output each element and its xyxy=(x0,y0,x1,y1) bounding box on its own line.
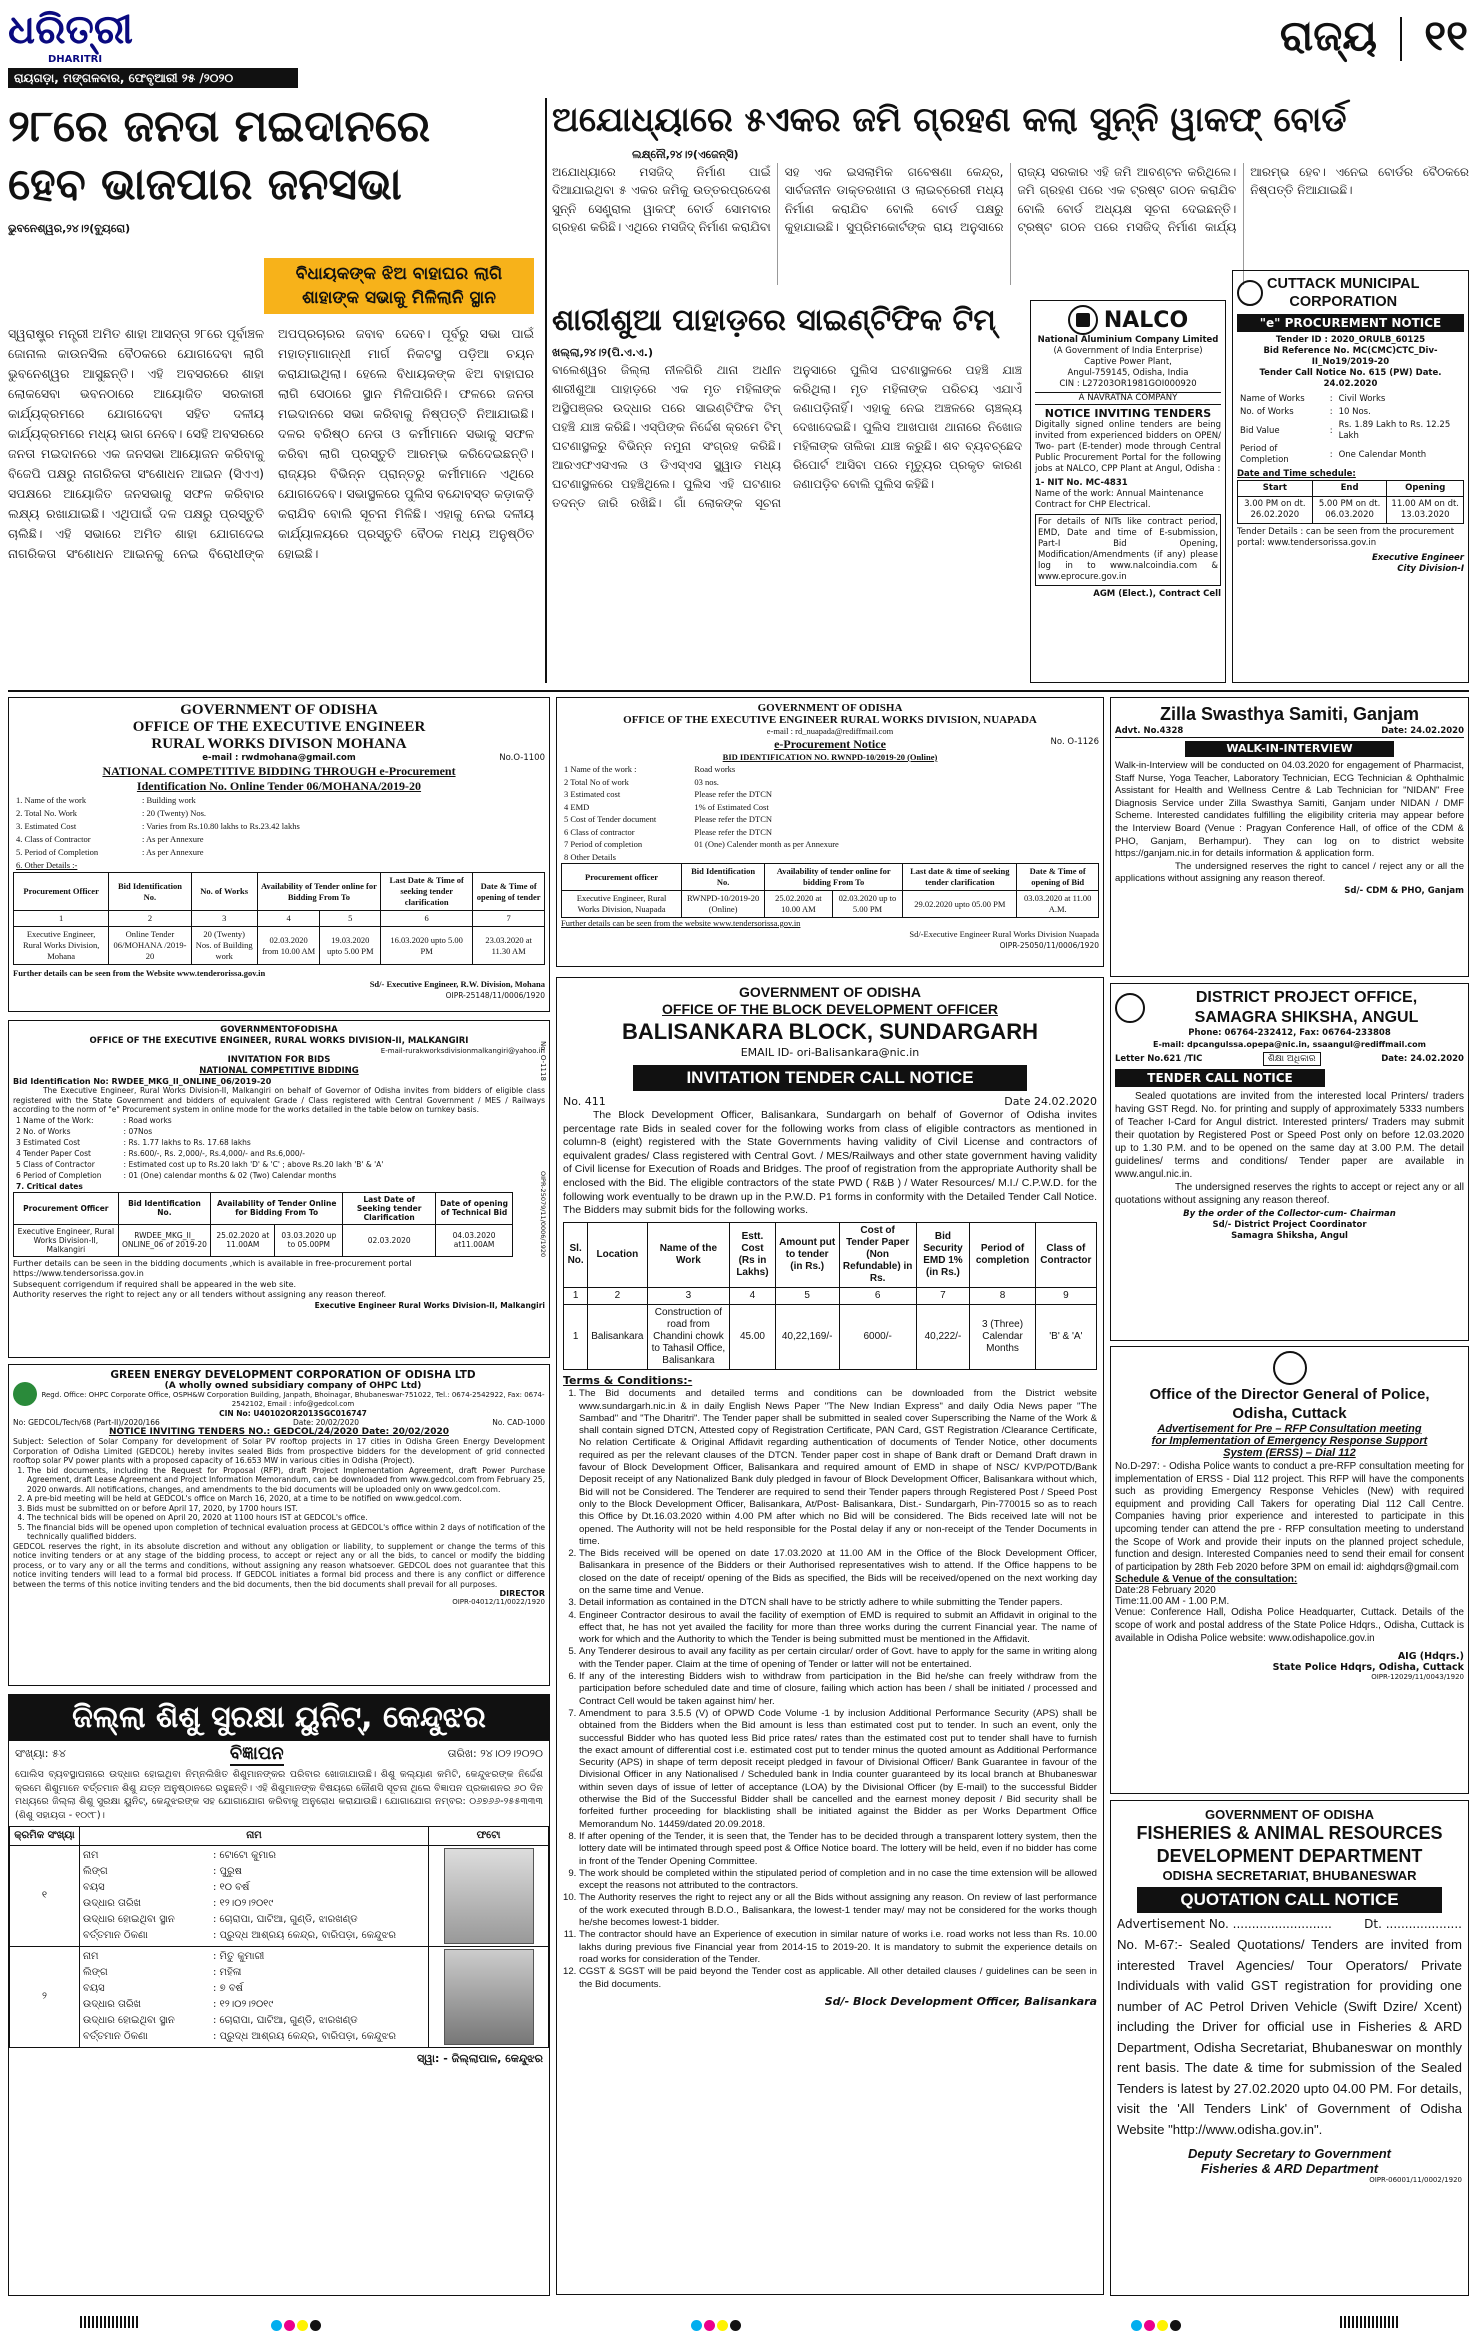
bullet: Subsequent corrigendum if required shall be appeared in the web site. xyxy=(13,1279,297,1289)
ad-email: EMAIL ID- ori-Balisankara@nic.in xyxy=(740,1046,920,1059)
newspaper-logo xyxy=(8,6,158,68)
ad-sched-date: Date:28 February 2020 xyxy=(1115,1585,1216,1597)
ad-date: ତାରିଖ: ୨୪।୦୨।୨୦୨୦ xyxy=(447,1747,543,1761)
ad-addr: Regd. Office: OHPC Corporate Office, OSPH&W Corporation Building, Janpath, Bhoinagar, Bhubaneswar-751022, Tel.: 0674-2542922, Fax: 0674-2542102, Email : info@gedcol.com xyxy=(41,1391,545,1408)
ad-sign: Sd/- District Project Coordinator xyxy=(1212,1220,1367,1230)
ad-body: ପୋଲିସ ବ୍ୟବସ୍ଥାପନାରେ ଉଦ୍ଧାର ହୋଇଥିବା ନିମ୍ନଲିଖିତ ଶିଶୁମାନଙ୍କର ପରିବାର ଖୋଜାଯାଉଛି। ଶିଶୁ କଲ୍ୟାଣ କମିଟି, କେନ୍ଦୁଝରଙ୍କ ନିର୍ଦ୍ଦେଶ କ୍ରମେ ଶିଶୁମାନେ ବର୍ତ୍ତମାନ ଶିଶୁ ଯତ୍ନ ଅନୁଷ୍ଠାନରେ ରହୁଛନ୍ତି। ଏହି ଶିଶୁମାନଙ୍କ ବିଷୟରେ କୌଣସି ସୂଚନା ଥିଲେ ବିଜ୍ଞାପନ ପ୍ରକାଶନର ୬୦ ଦିନ ମଧ୍ୟରେ ଜିଲ୍ଲା ଶିଶୁ ସୁରକ୍ଷା ୟୁନିଟ୍, କେନ୍ଦୁଝରଙ୍କ ସହ ଯୋଗାଯୋଗ କରିବାକୁ ଅନୁରୋଧ କରାଯାଉଛି। ଯୋଗାଯୋଗ ନମ୍ବର: ୦୬୭୬୬-୨୫୫୩୩୩ (ଶିଶୁ ସହାୟତା - ୧୦୯୮)। xyxy=(15,1769,543,1821)
item: 5. The financial bids will be opened upon completion of technical evaluation process at GEDCOL's office within 2 days of notification of the technically qualified bidders. xyxy=(27,1523,545,1542)
story-dateline: ଖଲ୍ଲା,୨୪।୨(ପି.ଏ.ଏ.) xyxy=(552,346,653,359)
ad-title-2: SAMAGRA SHIKSHA, ANGUL xyxy=(1194,1009,1419,1026)
term: 11. The contractor should have an Experience of execution in similar nature of works i.e. road works not less than Rs. 10.00 lakhs during previous five Financial year from 2014-15 to 2019-20. It is mandatory to submit the experience details on road works for consideration of the Tender. xyxy=(579,1929,1097,1966)
ad-title-2: DEVELOPMENT DEPARTMENT xyxy=(1156,1846,1423,1866)
dpo-angul-ad xyxy=(1110,983,1469,1341)
ad-items: 1 Name of the Work: : Road works 2 No. of Works : 07Nos 3 Estimated Cost : Rs. 1.77 lakhs to Rs. 17.68 lakhs 4 Tender Paper Cost : Rs.600/-, Rs. 2,000/-, Rs.4,000/- and Rs.6,000/- 5 Class of Contractor : Estimated cost up to Rs.20 lakh 'D' & 'C' ; above Rs.20 lakh 'B' & 'A' 6 Period of Completion : 01 (One) calendar months & 02 (Two) Calendar months 7. Critical dates xyxy=(16,1115,384,1191)
ad-line-2: OFFICE OF THE EXECUTIVE ENGINEER, RURAL WORKS DIVISION-II, MALKANGIRI xyxy=(89,1036,469,1046)
ad-body: The Executive Engineer, Rural Works Division-II, Malkangiri on behalf of Governor of Odisha invites from bidders of eligible class registered with the State Government and bidders of equivalent Grade / Class registered with Central Government / MES / Railways according to the norm of "e" Procurement system in online mode for the works detailed in the table below on turnkey basis. xyxy=(13,1086,545,1114)
nalco-logo-icon xyxy=(1068,305,1098,335)
ad-title: Zilla Swasthya Samiti, Ganjam xyxy=(1159,704,1420,724)
nalco-nit: 1- NIT No. MC-4831 xyxy=(1035,478,1128,488)
story-body: ବାଲେଶ୍ୱର ଜିଲ୍ଲା ନୀଳଗିରି ଥାନା ଅଧୀନ ଶାରୀଶୁଆ ପାହାଡ଼ରେ ଏକ ମୃତ ମହିଳାଙ୍କ ଅସ୍ଥିପଞ୍ଜର ଉଦ୍ଧାର ପରେ ସାଇଣ୍ଟିଫିକ ଟିମ୍ ପହଞ୍ଚି ଯାଞ୍ଚ କରିଛି। ଏସ୍‌ପିଙ୍କ ନିର୍ଦ୍ଦେଶ କ୍ରମେ ଟିମ୍ ଘଟଣାସ୍ଥଳରୁ ବିଭିନ୍ନ ନମୁନା ସଂଗ୍ରହ କରିଛି। ଆରଏଫଏସଏଲ ଓ ଡିଏସ୍‌ଏସ ସ୍କ୍ୱାଡ ମଧ୍ୟ ଘଟଣାସ୍ଥଳରେ ପହଞ୍ଚିଥିଲେ। ପୁଲିସ ଏହି ଘଟଣାର ତଦନ୍ତ ଜାରି ରଖିଛି। ଗାଁ ଲୋକଙ୍କ ସୂଚନା ଅନୁସାରେ ପୁଲିସ ଘଟଣାସ୍ଥଳରେ ପହଞ୍ଚି ଯାଞ୍ଚ କରିଥିଲା। ମୃତ ମହିଳାଙ୍କ ପରିଚୟ ଏଯାଏଁ ଜଣାପଡ଼ିନାହିଁ। ଏହାକୁ ନେଇ ଅଞ୍ଚଳରେ ଚାଞ୍ଚଲ୍ୟ ଦେଖାଦେଇଛି। ପୁଲିସ ଆଖପାଖ ଥାନାରେ ନିଖୋଜ ମହିଳାଙ୍କ ତାଲିକା ଯାଞ୍ଚ କରୁଛି। ଶବ ବ୍ୟବଚ୍ଛେଦ ରିପୋର୍ଟ ଆସିବା ପରେ ମୃତ୍ୟୁର ପ୍ରକୃତ କାରଣ ଜଣାପଡ଼ିବ ବୋଲି ପୁଲିସ କହିଛି। xyxy=(552,362,1022,510)
odisha-emblem-icon xyxy=(1115,993,1145,1023)
ad-title: Office of the Director General of Police, xyxy=(1149,1386,1430,1403)
ad-line-2: OFFICE OF THE BLOCK DEVELOPMENT OFFICER xyxy=(662,1001,998,1017)
ad-terms xyxy=(563,1388,1097,1991)
ad-bar: TENDER CALL NOTICE xyxy=(1115,1069,1325,1087)
term: 10. The Authority reserves the right to reject any or all the Bids without assigning any reason. On review of last performance of the work executed through B.D.O., Balisankara, the lowest-1 tender may/ may not be considered for the works though he/she becomes lowest-1 bidder. xyxy=(579,1892,1097,1929)
story-bjp-rally xyxy=(8,98,538,683)
term: 3. Detail information as contained in the DTCN shall have to be strictly adhere to while submitting the Tender papers. xyxy=(579,1597,1097,1609)
ad-bar: QUOTATION CALL NOTICE xyxy=(1137,1887,1442,1913)
ad-letter: Letter No.621 /TIC xyxy=(1115,1053,1203,1064)
item: 1. The bid documents, including the Request for Proposal (RFP), draft Project Implementation Agreement, draft Power Purchase Agreement, draft Lease Agreement and Project Information Memorandum, can be downloaded from www.gedcol.com from February 25, 2020 onwards. All notifications, changes, and amendments to the bid documents will be uploaded only on www.gedcol.com. xyxy=(27,1466,545,1495)
cmc-emblem-icon xyxy=(1237,280,1263,306)
ad-title: FISHERIES & ANIMAL RESOURCES xyxy=(1136,1823,1443,1843)
ad-sign: Deputy Secretary to Government xyxy=(1187,2146,1391,2161)
ad-body: : - Odisha Police wants to conduct a pre-RFP consultation meeting for implementation of ERSS - Dial 112 project. This RFP will have the components such as providing Emergency Response Vehicles (New) with required equipment and providing Call Takers for operating Dial 112 Call Centre. Companies having prior experience and interested to participate in this upcoming tender can attend the pre - RFP consultation meeting to understand the Scope of Work and provide their inputs on the planned project schedule, function and design. Interested Companies need to send their email for consent of participation by 28th Feb 2020 before 3PM on email id: aighdqrs@gmail.com xyxy=(1115,1461,1464,1573)
ad-notice: NOTICE INVITING TENDERS NO.: GEDCOL/24/2020 Date: 20/02/2020 xyxy=(108,1427,450,1437)
nalco-addr: Captive Power Plant, xyxy=(1084,357,1172,367)
ad-adv-2: for Implementation of Emergency Response Support xyxy=(1151,1435,1428,1447)
ad-bar: INVITATION TENDER CALL NOTICE xyxy=(633,1065,1027,1091)
ad-line-2: OFFICE OF THE EXECUTIVE ENGINEER RURAL WORKS DIVISION, NUAPADA xyxy=(623,714,1037,726)
dateline-bar: ରାୟଗଡ଼ା, ମଙ୍ଗଳବାର, ଫେବୃଆରୀ ୨୫ /୨୦୨୦ xyxy=(8,68,298,88)
ad-sign: Sd/-Executive Engineer Rural Works Division Nuapada xyxy=(909,929,1099,939)
ad-date: Date: 20/02/2020 xyxy=(292,1418,360,1427)
ad-body: Subject: Selection of Solar Company for development of Solar PV rooftop projects in 17 cities in Odisha Green Energy Development Corporation of Odisha Limited (GEDCOL) hereby invites sealed Bids from prospective bidders for the development of grid connected rooftop solar PV power plants with a proposed capacity of 16.653 MW in various cities in Odisha (Project). xyxy=(13,1437,545,1465)
ad-ref: No.O-1100 xyxy=(499,753,545,763)
ad-line-1: GOVERNMENT OF ODISHA xyxy=(757,702,903,714)
ad-adv-3: System (ERSS) – Dial 112 xyxy=(1223,1447,1356,1459)
child-protection-ad xyxy=(8,1694,550,2296)
ad-ident: Identification No. Online Tender 06/MOHANA/2019-20 xyxy=(136,779,422,793)
ad-ref: No. O-1126 xyxy=(1050,737,1099,747)
ad-date: Date 24.02.2020 xyxy=(1004,1094,1097,1108)
ad-line-1: GOVERNMENTOFODISHA xyxy=(220,1025,338,1035)
ad-code: OIPR-25050/11/0006/1920 xyxy=(999,941,1099,950)
dgp-odisha-ad xyxy=(1110,1346,1469,1794)
ad-sched-title: Schedule & Venue of the consultation: xyxy=(1115,1574,1298,1586)
child-entry: ୧ ନାମ : ଟୋଟୋ କୁମାର ଲିଙ୍ଗ : ପୁରୁଷ ବୟସ : ୧୦ ବର୍ଷ ଉଦ୍ଧାର ତାରିଖ : ୧୨।୦୨।୨୦୧୯ ଉଦ୍ଧାର ହୋଇଥିବା ସ୍ଥାନ : ଚୋରାପା, ଘାଟିଆ, ଗୁଣ୍ଡି, ଝାରଖଣ୍ଡ ବର୍ତ୍ତମାନ ଠିକଣା : ପ୍ରୁଦ୍ଧ ଆଶ୍ରୟ କେନ୍ଦ୍ର, ବାରିପଡ଼ା, କେନ୍ଦୁଝର xyxy=(10,1846,549,1947)
ad-close: GEDCOL reserves the right, in its absolute discretion and without any obligation or liability, to supplement or change the terms of this notice inviting tenders or at any stage of the bidding process, to accept or reject any or all the bids, to cancel or modify the bidding process, or to vary any or all the terms and conditions, without assigning any reason whatsoever. GEDCOL does not guarantee that this notice inviting tenders will lead to a formal bid process. If GEDCOL initiates a formal bid process and there is any conflict or difference between the terms of this notice inviting tenders and the bid documents, then the bid documents shall prevail for all purposes. xyxy=(13,1541,545,1589)
ad-adv-no: Advertisement No. .......................... xyxy=(1117,1917,1332,1931)
ad-line-1: GOVERNMENT OF ODISHA xyxy=(180,702,378,718)
ad-title: INVITATION FOR BIDS xyxy=(227,1055,331,1065)
nalco-title: NOTICE INVITING TENDERS xyxy=(1044,407,1212,420)
ad-sign: Sd/- Executive Engineer, R.W. Division, Mohana xyxy=(369,979,545,989)
zss-ganjam-ad xyxy=(1110,697,1469,977)
ad-line-2: OFFICE OF THE EXECUTIVE ENGINEER xyxy=(132,719,426,735)
ad-title: NATIONAL COMPETITIVE BIDDING THROUGH e-Procurement xyxy=(102,764,456,778)
ad-title-2: Odisha, Cuttack xyxy=(1232,1405,1347,1422)
ad-cad: No. CAD-1000 xyxy=(492,1418,545,1427)
nalco-org-2: (A Government of India Enterprise) xyxy=(1053,346,1203,356)
ad-items: 1. Name of the work : Building work 2. Total No. Work : 20 (Twenty) Nos. 3. Estimated Cost : Varies from Rs.10.80 lakhs to Rs.23.42 lakhs 4. Class of Contractor : As per Annexure 5. Period of Completion : As per Annexure 6. Other Details :- xyxy=(16,795,300,870)
highlight-box xyxy=(264,258,534,314)
story-headline-2: ହେବ ଭାଜପାର ଜନସଭା xyxy=(8,159,402,210)
ad-adv: Advertisement for Pre – RFP Consultation meeting xyxy=(1157,1423,1422,1435)
ad-date: Date: 24.02.2020 xyxy=(1381,1053,1464,1064)
ad-title: GREEN ENERGY DEVELOPMENT CORPORATION OF ODISHA LTD xyxy=(110,1369,476,1381)
seal-logo: ଶିକ୍ଷା ଅଧିକାର xyxy=(1263,1052,1321,1066)
ad-phone: Phone: 06764-232412, Fax: 06764-233808 xyxy=(1188,1028,1391,1038)
ad-sign-2: Samagra Shiksha, Angul xyxy=(1231,1231,1348,1241)
story-headline: ୨୮ରେ ଜନତା ମଇଦାନରେ xyxy=(8,101,431,152)
nalco-sign: AGM (Elect.), Contract Cell xyxy=(1093,589,1221,599)
section-title xyxy=(1280,8,1468,64)
ad-email: e-mail : rwdmohana@gmail.com xyxy=(202,753,356,763)
ad-ref: No.D-297 xyxy=(1115,1461,1157,1472)
term: 4. Engineer Contractor desirous to avail the facility of exemption of EMD is required to submit an Affidavit in original to the effect that, he has not yet availed the facility for more than three works during the current Financial year. The name of work for which and the Authority to which the Tender is being submitted must be mentioned in the Affidavit. xyxy=(579,1610,1097,1647)
story-body: ଅଯୋଧ୍ୟାରେ ମସଜିଦ୍ ନିର୍ମାଣ ପାଇଁ ଦିଆଯାଇଥିବା ୫ ଏକର ଜମିକୁ ଉତ୍ତରପ୍ରଦେଶ ସୁନ୍ନି ସେଣ୍ଟ୍ରାଲ ୱାକଫ୍ ବୋର୍ଡ ସୋମବାର ଗ୍ରହଣ କରିଛି। ଏଥିରେ ମସଜିଦ୍ ନିର୍ମାଣ କରାଯିବା ସହ ଏକ ଇସଲାମିକ ଗବେଷଣା କେନ୍ଦ୍ର, ସାର୍ବଜନୀନ ଡାକ୍ତରଖାନା ଓ ଲାଇବ୍ରେରୀ ମଧ୍ୟ ନିର୍ମାଣ କରାଯିବ ବୋଲି ବୋର୍ଡ ପକ୍ଷରୁ କୁହାଯାଇଛି। ସୁପ୍ରିମକୋର୍ଟଙ୍କ ରାୟ ଅନୁସାରେ ରାଜ୍ୟ ସରକାର ଏହି ଜମି ଆବଣ୍ଟନ କରିଥିଲେ। ଜମି ଗ୍ରହଣ ପରେ ଏକ ଟ୍ରଷ୍ଟ ଗଠନ କରାଯିବ ବୋଲି ବୋର୍ଡ ଅଧ୍ୟକ୍ଷ ସୂଚନା ଦେଇଛନ୍ତି। ଟ୍ରଷ୍ଟ ଗଠନ ପରେ ମସଜିଦ୍ ନିର୍ମାଣ କାର୍ଯ୍ୟ ଆରମ୍ଭ ହେବ। ଏନେଇ ବୋର୍ଡର ବୈଠକରେ ନିଷ୍ପତ୍ତି ନିଆଯାଇଛି। xyxy=(552,164,1469,234)
ad-line-1: GOVERNMENT OF ODISHA xyxy=(1204,1807,1374,1822)
bullet: Further details can be seen in the bidding documents ,which is available in free-procurement portal https://www.tendersorissa.gov.in xyxy=(13,1258,412,1278)
nalco-org: National Aluminium Company Limited xyxy=(1037,335,1219,345)
ad-title-3: ODISHA SECRETARIAT, BHUBANESWAR xyxy=(1162,1868,1417,1883)
cmc-seen: Tender Details : can be seen from the procurement portal: www.tendersorissa.gov.in xyxy=(1237,527,1455,548)
rwd-mohana-ad xyxy=(8,697,550,1012)
ad-advt: Advt. No.4328 xyxy=(1115,726,1184,736)
cmc-sign-2: City Division-I xyxy=(1397,564,1464,574)
highlight-line-1: ବିଧାୟକଙ୍କ ଝିଅ ବାହାଘର ଲାଗି xyxy=(295,264,503,284)
story-dateline: ଭୁବନେଶ୍ୱର,୨୪।୨(ବ୍ୟୁରୋ) xyxy=(8,222,131,235)
item: 3. Bids must be submitted on or before April 17, 2020, by 1700 hours IST. xyxy=(27,1504,545,1514)
term: 1. The Bid documents and detailed terms and conditions can be downloaded from the District website www.sundargarh.nic.in & in daily English News Paper "The New Indian Express" and daily Odia News paper "The Sambad" and "The Dharitri". The Tender paper shall be submitted in sealed cover Superscribing the Name of the Work & shall contain signed DTCN, Attested copy of Registration Certificate, PAN Card, GST Registration /Clearance Certificate, No relation Certificate & Original Affidavit regarding authentication of documents of Tender Notice, other documents required as per the relevant clauses of the DTCN. Tender paper cost in shape of Bank draft or Demand Draft drawn in favour of Block Development Officer, Balisankara and required amount of EMD in shape of NSC/ KVP/POTD/Bank Deposit receipt of any Nationalized Bank duly pledged in favour of Block Development Officer, Balisankara without which, Bid will not be Considered. The Tenderer are required to send their Tender papers through Registered Post / Speed Post only to the Block Development Officer, Balisankara, At/Post- Balisankara, Dist.- Sundargarh, Pin-770015 so as to reach this Office by Dt.16.03.2020 within 4.00 PM after which no Bid will be considered. The Bids received late will not be opened. The Authority will not be held responsible for the Postal delay if any or non-receipt of the Tender Documents in time. xyxy=(579,1388,1097,1548)
nalco-details: For details of NITs like contract period, EMD, Date and time of E-submission, Part-I Bid Opening, Modification/Amendments (if any) please log in to www.nalcoindia.com & www.eprocure.gov.in xyxy=(1035,514,1221,586)
balisankara-tender-ad xyxy=(556,977,1104,2295)
ad-terms-title: Terms & Conditions:- xyxy=(563,1373,693,1387)
ad-works-table: Sl. No. Location Name of the Work Estt. Cost (Rs in Lakhs) Amount put to tender (in Rs.) Cost of Tender Paper (Non Refundable) in Rs. Bid Security EMD 1% (in Rs.) Period of completion Class of Contractor 1 2 3 4 5 6 7 8 9 1 Balisankara Construction of road from Chandini chowk to Tahasil Office, Balisankara 45.00 40,22,169/- 6000/- 40,222/- 3 (Three) Calendar Months 'B' & 'A' xyxy=(563,1222,1097,1370)
term: 8. If after opening of the Tender, it is seen that, the Tender has to be decided through a transparent lottery system, then the lottery date will be intimated through speed post & Office Notice board. The lottery will be held, even if no bidder has come in front of the Tender Opening Committee. xyxy=(579,1831,1097,1868)
nalco-body: Digitally signed online tenders are being invited from experienced bidders on OPEN/ Two- part (E-tender) mode through Central Public Procurement Portal for the following jobs at NALCO, CPP Plant at Angul, Odisha : xyxy=(1035,420,1221,474)
ad-code: OIPR-25148/11/0006/1920 xyxy=(445,991,545,1000)
ad-no: No: GEDCOL/Tech/68 (Part-II)/2020/166 xyxy=(13,1418,160,1427)
section-label: ରାଜ୍ୟ xyxy=(1279,11,1377,60)
nalco-cin: CIN : L27203OR1981GOI000920 xyxy=(1059,379,1197,389)
masthead xyxy=(8,6,1468,90)
ad-items: 1 Name of the work : Road works 2 Total No of work 03 nos. 3 Estimated cost Please refer the DTCN 4 EMD 1% of Estimated Cost 5 Cost of Tender document Please refer the DTCN 6 Class of contractor Please refer the DTCN 7 Period of completion 01 (One) Calender month as per Annexure 8 Other Details xyxy=(564,764,839,862)
ad-sched-time: Time:11.00 AM - 1.00 P.M. xyxy=(1115,1596,1230,1608)
story-headline: ଶାରୀଶୁଆ ପାହାଡ଼ରେ ସାଇଣ୍ଟିଫିକ ଟିମ୍ xyxy=(552,303,996,338)
police-emblem-icon xyxy=(1273,1351,1307,1385)
ad-sign: Executive Engineer Rural Works Division-II, Malkangiri xyxy=(314,1300,545,1310)
ad-title-2: NATIONAL COMPETITIVE BIDDING xyxy=(199,1066,359,1076)
story-scientific-team xyxy=(552,300,1022,683)
cmc-schedule-table: Start End Opening 3.00 PM on dt. 26.02.2020 5.00 PM on dt. 06.03.2020 11.00 AM on dt. 13.03.2020 xyxy=(1237,480,1464,524)
gedcol-logo-icon xyxy=(13,1382,37,1406)
ad-code: OIPR-12029/11/0043/1920 xyxy=(1371,1673,1464,1682)
cmc-sched-title: Date and Time schedule: xyxy=(1237,469,1356,479)
ad-email: E-mail-rurakworksdivisionmalkangiri@yahoo.in xyxy=(380,1047,545,1055)
ad-title: DISTRICT PROJECT OFFICE, xyxy=(1195,989,1418,1006)
child-photo xyxy=(444,1848,534,1944)
ad-no: No. 411 xyxy=(563,1094,606,1108)
ad-email: e-mail : rd_nuapada@rediffmail.com xyxy=(766,726,894,736)
gedcol-ad xyxy=(8,1364,550,1686)
ad-ident: Bid Identification No: RWDEE_MKG_II_ONLINE_06/2019-20 xyxy=(13,1077,272,1086)
ad-table: Procurement Officer Bid Identification No. No. of Works Availability of Tender online for Bidding From To Last Date & Time of seeking tender clarification Date & Time of opening of tender 1 2 3 4 5 6 7 Executive Engineer, Rural Works Division, Mohana Online Tender 06/MOHANA /2019-20 20 (Twenty) Nos. of Building work 02.03.2020 from 10.00 AM 19.03.2020 upto 5.00 PM 16.03.2020 upto 5.00 PM 23.03.2020 at 11.30 AM xyxy=(13,872,545,965)
story-ayodhya-land xyxy=(552,98,1469,288)
ad-sign: ସ୍ୱା: - ଜିଲ୍ଲାପାଳ, କେନ୍ଦୁଝର xyxy=(417,2052,543,2065)
ad-sign: Sd/- CDM & PHO, Ganjam xyxy=(1344,885,1464,896)
ad-line-3: RURAL WORKS DIVISON MOHANA xyxy=(151,736,407,752)
term: 5. Any Tenderer desirous to avail any facility as per certain circular/ order of Govt. have to apply for the same in writing along with the Tender paper. Claim at the time of opening of Tender or latter will not be entertained. xyxy=(579,1646,1097,1671)
nalco-brand: NALCO xyxy=(1103,307,1189,333)
ad-table: Procurement Officer Bid Identification No. Availability of Tender Online for Bidding From To Last Date of Seeking tender Clarification Date of opening of Technical Bid Executive Engineer, Rural Works Division-II, Malkangiri RWDEE_MKG_II_ ONLINE_06 of 2019-20 25.02.2020 at 11.00AM 03.03.2020 up to 05.00PM 02.03.2020 04.03.2020 at11.00AM xyxy=(13,1192,513,1257)
term: 9. The work should be completed within the stipulated period of completion and in no case the time extension will be allowed except the reasons not attributed to the contractors. xyxy=(579,1868,1097,1893)
ad-footer: Further details can be seen from the website www.tendersorissa.gov.in xyxy=(561,918,801,928)
story-body: ସ୍ୱରାଷ୍ଟ୍ର ମନ୍ତ୍ରୀ ଅମିତ ଶାହା ଆସନ୍ତା ୨୮ରେ ପୂର୍ବାଞ୍ଚଳ ଜୋନାଲ କାଉନସିଲ ବୈଠକରେ ଯୋଗଦେବା ଲାଗି ଭୁବନେଶ୍ୱର ଆସୁଛନ୍ତି। ଏହି ଅବସରରେ ଶାହା ଲୋକସେବା ଭବନଠାରେ ଆୟୋଜିତ ସରକାରୀ କାର୍ଯ୍ୟକ୍ରମରେ ଯୋଗଦେବା ସହିତ ଦଳୀୟ କାର୍ଯ୍ୟକ୍ରମରେ ମଧ୍ୟ ଭାଗ ନେବେ। ସେହି ଅବସରରେ ଜନତା ମଇଦାନରେ ଏକ ଜନସଭା ଆୟୋଜନ କରିବାକୁ ବିଜେପି ପକ୍ଷରୁ ନାଗରିକତା ସଂଶୋଧନ ଆଇନ (ସିଏଏ) ସପକ୍ଷରେ ଆୟୋଜିତ ଜନସଭାକୁ ସଫଳ କରିବାର ଲକ୍ଷ୍ୟ ରଖାଯାଇଛି। ଏଥିପାଇଁ ଦଳ ପକ୍ଷରୁ ପ୍ରସ୍ତୁତି ଚାଲିଛି। ଏହି ସଭାରେ ଅମିତ ଶାହା ଯୋଗଦେଇ ନାଗରିକତା ସଂଶୋଧନ ଆଇନକୁ ନେଇ ବିରୋଧୀଙ୍କ ଅପପ୍ରଚାରର ଜବାବ ଦେବେ। ପୂର୍ବରୁ ସଭା ପାଇଁ ମହାତ୍ମାଗାନ୍ଧୀ ମାର୍ଗ ନିକଟସ୍ଥ ପଡ଼ିଆ ଚୟନ କରାଯାଇଥିଲା। ହେଲେ ବିଧାୟକଙ୍କ ଝିଅ ବାହାଘର ଲାଗି ସେଠାରେ ସ୍ଥାନ ମିଳିପାରିନି। ଫଳରେ ଜନତା ମଇଦାନରେ ସଭା କରିବାକୁ ନିଷ୍ପତ୍ତି ନିଆଯାଇଛି। ଦଳର ବରିଷ୍ଠ ନେତା ଓ କର୍ମୀମାନେ ସଭାକୁ ସଫଳ କରିବା ଲାଗି ପ୍ରସ୍ତୁତି ଆରମ୍ଭ କରିଦେଇଛନ୍ତି। ରାଜ୍ୟର ବିଭିନ୍ନ ପ୍ରାନ୍ତରୁ କର୍ମୀମାନେ ଏଥିରେ ଯୋଗଦେବେ। ସଭାସ୍ଥଳରେ ପୁଲିସ ବନ୍ଦୋବସ୍ତ କଡ଼ାକଡ଼ି କରାଯିବ ବୋଲି ସୂଚନା ମିଳିଛି। ଏହାକୁ ନେଇ ଦଳୀୟ କାର୍ଯ୍ୟାଳୟରେ ପ୍ରସ୍ତୁତି ବୈଠକ ମଧ୍ୟ ଅନୁଷ୍ଠିତ ହୋଇଛି। xyxy=(8,326,534,561)
story-headline: ଅଯୋଧ୍ୟାରେ ୫ଏକର ଜମି ଗ୍ରହଣ କଲା ସୁନ୍ନି ୱାକଫ୍ ବୋର୍ଡ xyxy=(552,100,1347,140)
nalco-job: Name of the work: Annual Maintenance Contract for CHP Electrical. xyxy=(1035,489,1204,510)
ad-body: Walk-in-Interview will be conducted on 04.03.2020 for engagement of Pharmacist, Staff Nurse, Yoga Teacher, Laboratory Technician, ECG Technician & Ophthalmic Assistant for Health and Wellness Centre & Lab Technician for "NIDAN" Free Diagnosis Service under Zilla Swasthya Samiti, Ganjam under NIDAN / DMF Scheme. Interested candidates fulfilling the eligibility criteria may appear before the Interview Board (Venue : Pragyan Conference Hall, of office of the CDM & PHO, Ganjam, Berhampur). They can log on to district website https://ganjam.nic.in for details information & application form. xyxy=(1115,760,1464,860)
item: 2. A pre-bid meeting will be held at GEDCOL's office on March 16, 2020, at a time to be notified on www.gedcol.com. xyxy=(27,1494,545,1504)
rwd-nuapada-ad xyxy=(556,697,1104,967)
term: 2. The Bids received will be opened on date 17.03.2020 at 11.00 AM in the Office of the Block Development Officer, Balisankara in presence of the Bidders or their Authorised representatives wish to attend. If the Office happens to be closed on the date of receipt/ opening of the Bids as specified, the Bids will be received/opened on the next working day on the same time and Venue. xyxy=(579,1548,1097,1597)
ad-venue: Venue: Conference Hall, Odisha Police Headquarter, Cuttack. Details of the scope of work and postal address of the State Police Hdqrs., Odisha, Cuttack is available in Odisha Police website: www.odishapolice.gov.in xyxy=(1115,1607,1464,1644)
ad-no: ସଂଖ୍ୟା: ୫୪ xyxy=(15,1747,66,1761)
cmc-bar: "e" PROCUREMENT NOTICE xyxy=(1237,314,1464,332)
child-entry: ୨ ନାମ : ମିତୁ କୁମାରୀ ଲିଙ୍ଗ : ମହିଳା ବୟସ : ୭ ବର୍ଷ ଉଦ୍ଧାର ତାରିଖ : ୧୨।୦୨।୨୦୧୯ ଉଦ୍ଧାର ହୋଇଥିବା ସ୍ଥାନ : ଚୋରାପା, ଘାଟିଆ, ଗୁଣ୍ଡି, ଝାରଖଣ୍ଡ ବର୍ତ୍ତମାନ ଠିକଣା : ପ୍ରୁଦ୍ଧ ଆଶ୍ରୟ କେନ୍ଦ୍ର, ବାରିପଡ଼ା, କେନ୍ଦୁଝର xyxy=(10,1947,549,2048)
ad-line-1: GOVERNMENT OF ODISHA xyxy=(738,984,921,1000)
rwd-malkangiri-ad xyxy=(8,1020,550,1358)
cmc-details-table: Name of Works : Civil Works No. of Works : 10 Nos. Bid Value : Rs. 1.89 Lakh to Rs. 12.25 Lakh Period of Completion : One Calendar Month xyxy=(1240,394,1451,465)
ad-body: Sealed quotations are invited from the interested local Printers/ traders having GST Regd. No. for printing and supply of approximately 5333 numbers of Teacher I-Card for Angul district. Interested printers/ Traders may submit their quotation by Registered Post or Speed Post only on before 12.03.2020 up to 1.30 P.M. and to be opened on the same day at 3.00 P.M. The detail guidelines/ terms and conditions/ Tender paper are available in www.angul.nic.in. xyxy=(1115,1091,1464,1180)
ad-title: BALISANKARA BLOCK, SUNDARGARH xyxy=(622,1019,1038,1044)
cmc-title-2: CORPORATION xyxy=(1289,294,1398,310)
bullet: Authority reserves the right to reject any or all tenders without assigning any reason thereof. xyxy=(13,1290,387,1299)
item: 4. The technical bids will be opened on April 20, 2020 at 1100 hours IST at GEDCOL's office. xyxy=(27,1513,545,1523)
ad-bar: WALK-IN-INTERVIEW xyxy=(1185,741,1394,757)
logo-subtitle: DHARITRI xyxy=(48,54,103,65)
ad-ident: BID IDENTIFICATION NO. RWNPD-10/2019-20 (Online) xyxy=(722,752,938,762)
term: 7. Amendment to para 3.5.5 (V) of OPWD Code Volume -1 by inclusion Additional Performance Security (APS) shall be obtained from the Bidders when the Bid amount is less than estimated cost put to tender. In such an event, only the successful Bidder who has quoted less Bid price rates/ rates than the estimated cost put to tender shall have to furnish the exact amount of differential cost i.e. estimated cost put to tender minus the quoted amount as Additional Performance Security (APS) in shape of term deposit receipt pledged in favour of Divisional Officer/ Bank Guarantee in favour of the Divisional Officer in any Nationalised / Scheduled bank in India counter guaranteed by its local branch at Bhubaneswar within seven days of issue of letter of acceptance (LOA) by the Divisional Officer (by E-mail) to the successful Bidder otherwise the Bid of the Successful Bidder shall be cancelled and the earnest money deposit / Bid security shall be forfeited further proceeding for blacklisting shall be initiated against the Bidder as per Works Department Office Memorandum No. 14459/dated 20.09.2018. xyxy=(579,1708,1097,1831)
ad-code: OIPR-06001/11/0002/1920 xyxy=(1369,2176,1462,2184)
ad-code: OIPR-04012/11/0022/1920 xyxy=(452,1598,545,1606)
ad-sub: (A wholly owned subsidiary company of OHPC Ltd) xyxy=(164,1381,422,1391)
cmc-sign: Executive Engineer xyxy=(1371,553,1464,563)
highlight-line-2: ଶାହାଙ୍କ ସଭାକୁ ମିଳିଲାନି ସ୍ଥାନ xyxy=(302,288,496,308)
ad-title: e-Procurement Notice xyxy=(774,737,886,751)
nalco-addr-2: Angul-759145, Odisha, India xyxy=(1067,368,1189,378)
ad-sign: DIRECTOR xyxy=(499,1589,545,1598)
print-registration-marks xyxy=(0,2306,1477,2339)
ad-email: E-mail: dpcangulssa.opepa@nic.in, ssaangul@rediffmail.com xyxy=(1153,1040,1426,1049)
ad-footer: Further details can be seen from the Website www.tenderorissa.gov.in xyxy=(13,968,266,978)
story-dateline: ଲକ୍ଷ୍ନୌ,୨୪।୨(ଏଜେନ୍ସି) xyxy=(632,148,739,161)
ad-items xyxy=(13,1466,545,1542)
cmc-tender-id: Tender ID : 2020_ORULB_60125 xyxy=(1275,335,1426,345)
ad-cin: CIN No: U40102OR2013SGC016747 xyxy=(219,1409,367,1418)
cmc-title: CUTTACK MUNICIPAL xyxy=(1267,276,1420,292)
ad-bullets xyxy=(13,1259,545,1301)
page-number: ୧୧ xyxy=(1424,11,1468,60)
ad-side-ref: No. O-1118 xyxy=(539,1041,547,1081)
ad-sign-2: State Police Hdqrs, Odisha, Cuttack xyxy=(1272,1662,1464,1674)
cmc-bid-ref: Bid Reference No. MC(CMC)CTC_Div-II_No19/2019-20 xyxy=(1263,346,1438,367)
nalco-tender-ad xyxy=(1030,300,1226,683)
ad-code: OIPR-25079/11/0006/1920 xyxy=(539,1171,547,1258)
ad-date: Date: 24.02.2020 xyxy=(1381,726,1464,736)
logo-text: ଧରିତ୍ରୀ xyxy=(8,7,133,53)
child-photo xyxy=(444,1949,534,2045)
ad-dt: Dt. .................... xyxy=(1364,1917,1462,1931)
ad-sub: ବିଜ୍ଞାପନ xyxy=(229,1743,284,1764)
ad-body: No. M-67:- Sealed Quotations/ Tenders are invited from interested Travel Agencies/ Tour Operators/ Private Individuals with valid GST registration for providing one number of AC Petrol Driven Vehicle (Swift Dzire/ Xcent) including the Driver for official use in Fisheries & ARD Department, Odisha Secretariat, Bhubaneswar on monthly rent basis. The date & time for submission of the Sealed Tenders is latest by 27.02.2020 upto 04.00 PM. For details, visit the 'All Tenders Link' of Government of Odisha Website "http://www.odisha.gov.in". xyxy=(1117,1937,1462,2137)
term: 6. If any of the interesting Bidders wish to withdraw from participation in the Bid he/she can freely withdraw from the participation before scheduled date and time of closure, failing which action has been / shall be initiated / processed and Contract Cell would be taken against him/ her. xyxy=(579,1671,1097,1708)
ad-intro: The Block Development Officer, Balisankara, Sundargarh on behalf of Governor of Odisha invites percentage rate Bids in sealed cover for the following works from class of eligible contractors as mentioned in column-8 (eight) registered with the State Governments having validity of Civil License and contractors of equivalent grades/ Class registered with Central Govt. / MES/Railways and other state government having validity of Civil license for Execution of Roads and Bridges. The proof of registration from the appropriate Authority shall be enclosed with the Bid. The eligible contractors of the state PWD ( R&B ) / Water Resources/ M.I./ C.P.W.D. for the following work eventually to be drawn up in the P.W.D. P1 forms in conformity with the Detailed Tender Call Notice. The Bidders may submit bids for the following works. xyxy=(563,1109,1097,1217)
ad-body-2: The undersigned reserves the rights to accept or reject any or all quotations without assigning any reason thereof. xyxy=(1115,1182,1464,1206)
ad-sign: Sd/- Block Development Officer, Balisankara xyxy=(824,1994,1097,2008)
ad-sign: AIG (Hdqrs.) xyxy=(1397,1651,1464,1663)
ad-by: By the order of the Collector-cum- Chairman xyxy=(1183,1209,1396,1219)
ad-table: Procurement officer Bid Identification No. Availability of tender online for bidding From To Last date & time of seeking tender clarification Date & Time of opening of Bid Executive Engineer, Rural Works Division, Nuapada RWNPD-10/2019-20 (Online) 25.02.2020 at 10.00 AM 02.03.2020 up to 5.00 PM 29.02.2020 upto 05.00 PM 03.03.2020 at 11.00 A.M. xyxy=(561,863,1099,918)
ad-body-2: The undersigned reserves the right to cancel / reject any or all the applications without assigning any reason thereof. xyxy=(1115,860,1464,885)
ad-sign-2: Fisheries & ARD Department xyxy=(1200,2161,1379,2176)
nalco-tag: A NAVRATNA COMPANY xyxy=(1035,392,1221,405)
cmc-procurement-ad xyxy=(1232,270,1469,683)
ad-title: ଜିଲ୍ଲା ଶିଶୁ ସୁରକ୍ଷା ୟୁନିଟ୍, କେନ୍ଦୁଝର xyxy=(9,1695,549,1741)
fisheries-ad xyxy=(1110,1800,1469,2296)
children-table: କ୍ରମିକ ସଂଖ୍ୟା ନାମ ଫଟୋ ୧ ନାମ : ଟୋଟୋ କୁମାର ଲିଙ୍ଗ : ପୁରୁଷ ବୟସ : ୧୦ ବର୍ଷ ଉଦ୍ଧାର ତାରିଖ : ୧୨।୦୨।୨୦୧୯ ଉଦ୍ଧାର ହୋଇଥିବା ସ୍ଥାନ : ଚୋରାପା, ଘାଟିଆ, ଗୁଣ୍ଡି, ଝାରଖଣ୍ଡ ବର୍ତ୍ତମାନ ଠିକଣା : ପ୍ରୁଦ୍ଧ ଆଶ୍ରୟ କେନ୍ଦ୍ର, ବାରିପଡ଼ା, କେନ୍ଦୁଝର ୨ ନାମ : ମିତୁ କୁମାରୀ ଲିଙ୍ଗ : ମହିଳା ବୟସ : ୭ ବର୍ଷ ଉଦ୍ଧାର ତାରିଖ : ୧୨।୦୨।୨୦୧୯ ଉଦ୍ଧାର ହୋଇଥିବା ସ୍ଥାନ : ଚୋରାପା, ଘାଟିଆ, ଗୁଣ୍ଡି, ଝାରଖଣ୍ଡ ବର୍ତ୍ତମାନ ଠିକଣା : ପ୍ରୁଦ୍ଧ ଆଶ୍ରୟ କେନ୍ଦ୍ର, ବାରିପଡ଼ା, କେନ୍ଦୁଝର xyxy=(9,1826,549,2048)
cmc-call-notice: Tender Call Notice No. 615 (PW) Date. 24.02.2020 xyxy=(1259,368,1442,389)
term: 12. CGST & SGST will be paid beyond the Tender cost as applicable. All other detailed clauses / guidelines can be seen in the Bid documents. xyxy=(579,1966,1097,1991)
